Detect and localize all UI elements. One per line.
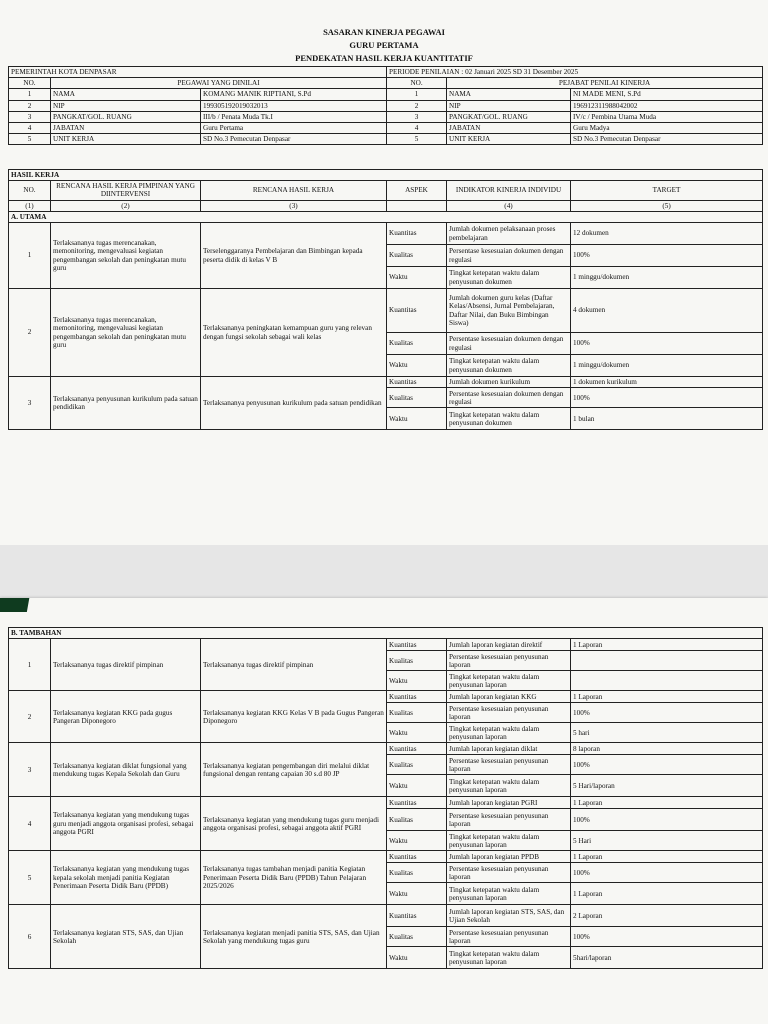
item-no: 4 [9,797,51,851]
indicator: Jumlah laporan kegiatan diklat [447,743,571,755]
aspect: Waktu [387,775,447,797]
work-plan: Terlaksananya tugas direktif pimpinan [201,639,387,691]
assessor-field-value: SD No.3 Pemecutan Denpasar [571,134,763,145]
target: 1 minggu/dokumen [571,355,763,377]
kpi-row [9,851,763,863]
indicator: Tingkat ketepatan waktu dalam penyusunan dokumen [447,355,571,377]
aspect: Kuantitas [387,691,447,703]
target: 1 Laporan [571,639,763,651]
indicator: Jumlah dokumen guru kelas (Daftar Kelas/Absensi, Jurnal Pembelajaran, Daftar Nilai, dan Buku Bimbingan Siswa) [447,289,571,333]
leader-plan: Terlaksananya tugas merencanakan, memonitoring, mengevaluasi kegiatan pengembangan sekolah dan peningkatan mutu guru [51,223,201,289]
section-title: HASIL KERJA [9,170,763,181]
indicator: Persentase kesesuaian penyusunan laporan [447,809,571,831]
col-number: (4) [447,200,571,211]
assessee-no: 4 [9,123,51,134]
target: 1 Laporan [571,797,763,809]
aspect: Waktu [387,267,447,289]
leader-plan: Terlaksananya tugas merencanakan, memonitoring, mengevaluasi kegiatan pengembangan sekolah dan peningkatan mutu guru [51,289,201,377]
target: 1 bulan [571,408,763,430]
aspect: Waktu [387,408,447,430]
assessor-no: 5 [387,134,447,145]
item-no: 2 [9,289,51,377]
indicator: Jumlah dokumen pelaksanaan proses pembelajaran [447,223,571,245]
doc-approach: PENDEKATAN HASIL KERJA KUANTITATIF [295,53,473,63]
assessor-field-label: NAMA [447,89,571,100]
utama-rows [9,223,763,430]
assessee-no: 5 [9,134,51,145]
work-plan: Terlaksananya kegiatan yang mendukung tugas guru menjadi anggota organisasi profesi, sebagai anggota aktif PGRI [201,797,387,851]
col-header: NO. [9,181,51,200]
kpi-row [9,223,763,245]
identity-row [9,123,763,134]
aspect: Kualitas [387,703,447,723]
assessee-field-label: NAMA [51,89,201,100]
aspect: Kualitas [387,333,447,355]
item-no: 1 [9,639,51,691]
col-number [387,200,447,211]
assessor-no: 4 [387,123,447,134]
assessor-field-label: JABATAN [447,123,571,134]
item-no: 6 [9,905,51,969]
target: 100% [571,755,763,775]
indicator: Tingkat ketepatan waktu dalam penyusunan dokumen [447,267,571,289]
target: 5 Hari [571,831,763,851]
assessee-field-value: Guru Pertama [201,123,387,134]
target: 1 Laporan [571,883,763,905]
work-plan: Terlaksananya kegiatan KKG Kelas V B pada Gugus Pangeran Diponegoro [201,691,387,743]
indicator: Persentase kesesuaian penyusunan laporan [447,651,571,671]
aspect: Waktu [387,831,447,851]
aspect: Kuantitas [387,905,447,927]
col-header: INDIKATOR KINERJA INDIVIDU [447,181,571,200]
aspect: Kualitas [387,927,447,947]
leader-plan: Terlaksananya kegiatan yang mendukung tugas guru menjadi anggota organisasi profesi, sebagai anggota PGRI [51,797,201,851]
target: 100% [571,388,763,408]
work-plan: Terlaksananya kegiatan pengembangan diri melalui diklat fungsional dengan rentang capaian 30 s.d 80 JP [201,743,387,797]
kpi-row [9,377,763,388]
indicator: Jumlah laporan kegiatan PGRI [447,797,571,809]
assessee-no: 2 [9,100,51,111]
indicator: Tingkat ketepatan waktu dalam penyusunan laporan [447,775,571,797]
assessor-field-label: UNIT KERJA [447,134,571,145]
work-plan: Terlaksananya tugas tambahan menjadi panitia Kegiatan Penerimaan Peserta Didik Baru (PPDB) Tahun Pelajaran 2025/2026 [201,851,387,905]
target: 100% [571,703,763,723]
indicator: Tingkat ketepatan waktu dalam penyusunan laporan [447,883,571,905]
aspect: Kualitas [387,245,447,267]
col-no: NO. [9,78,51,89]
indicator: Jumlah laporan kegiatan direktif [447,639,571,651]
aspect: Waktu [387,355,447,377]
target: 1 dokumen kurikulum [571,377,763,388]
target: 8 laporan [571,743,763,755]
assessor-no: 1 [387,89,447,100]
assessor-field-value: Guru Madya [571,123,763,134]
assessor-field-value: 196912311988042002 [571,100,763,111]
target: 5 hari [571,723,763,743]
target: 1 Laporan [571,851,763,863]
target: 100% [571,863,763,883]
col-header: TARGET [571,181,763,200]
target [571,671,763,691]
kpi-row [9,289,763,333]
identity-row [9,134,763,145]
target: 100% [571,245,763,267]
col-header: RENCANA HASIL KERJA PIMPINAN YANG DIINTERVENSI [51,181,201,200]
identity-rows [9,89,763,145]
indicator: Tingkat ketepatan waktu dalam penyusunan laporan [447,831,571,851]
indicator: Jumlah laporan kegiatan STS, SAS, dan Ujian Sekolah [447,905,571,927]
aspect: Kualitas [387,651,447,671]
col-no: NO. [387,78,447,89]
assessee-field-value: KOMANG MANIK RIPTIANI, S.Pd [201,89,387,100]
doc-title: SASARAN KINERJA PEGAWAI [323,27,445,37]
col-number: (1) [9,200,51,211]
assessor-no: 3 [387,111,447,122]
indicator: Tingkat ketepatan waktu dalam penyusunan laporan [447,947,571,969]
target: 100% [571,333,763,355]
aspect: Waktu [387,723,447,743]
assessee-title: PEGAWAI YANG DINILAI [51,78,387,89]
assessee-field-label: UNIT KERJA [51,134,201,145]
identity-row [9,89,763,100]
aspect: Waktu [387,883,447,905]
assessor-title: PEJABAT PENILAI KINERJA [447,78,763,89]
tambahan-rows [9,639,763,969]
section-utama-label: A. UTAMA [9,211,763,222]
indicator: Tingkat ketepatan waktu dalam penyusunan laporan [447,671,571,691]
leader-plan: Terlaksananya kegiatan KKG pada gugus Pangeran Diponegoro [51,691,201,743]
leader-plan: Terlaksananya tugas direktif pimpinan [51,639,201,691]
assessee-field-label: PANGKAT/GOL. RUANG [51,111,201,122]
aspect: Kualitas [387,809,447,831]
col-number: (5) [571,200,763,211]
identity-row [9,111,763,122]
col-header: RENCANA HASIL KERJA [201,181,387,200]
page-gap [0,545,768,598]
assessee-no: 1 [9,89,51,100]
target: 1 minggu/dokumen [571,267,763,289]
aspect: Kualitas [387,863,447,883]
performance-table-tambahan [8,627,763,969]
indicator: Jumlah laporan kegiatan PPDB [447,851,571,863]
indicator: Persentase kesesuaian dokumen dengan regulasi [447,388,571,408]
col-number: (3) [201,200,387,211]
indicator: Persentase kesesuaian penyusunan laporan [447,927,571,947]
work-plan: Terlaksananya penyusunan kurikulum pada satuan pendidikan [201,377,387,430]
section-tambahan-label: B. TAMBAHAN [9,628,763,639]
kpi-row [9,743,763,755]
target [571,651,763,671]
target: 100% [571,927,763,947]
indicator: Jumlah laporan kegiatan KKG [447,691,571,703]
aspect: Kuantitas [387,797,447,809]
target: 5hari/laporan [571,947,763,969]
target: 2 Laporan [571,905,763,927]
indicator: Tingkat ketepatan waktu dalam penyusunan dokumen [447,408,571,430]
target: 4 dokumen [571,289,763,333]
assessor-field-value: IV/c / Pembina Utama Muda [571,111,763,122]
col-number: (2) [51,200,201,211]
performance-table-utama [8,169,763,430]
assessee-field-value: SD No.3 Pemecutan Denpasar [201,134,387,145]
target: 1 Laporan [571,691,763,703]
aspect: Waktu [387,671,447,691]
assessee-field-label: JABATAN [51,123,201,134]
aspect: Kuantitas [387,639,447,651]
assessee-field-label: NIP [51,100,201,111]
identity-table [8,66,763,145]
target: 5 Hari/laporan [571,775,763,797]
aspect: Kuantitas [387,223,447,245]
kpi-row [9,905,763,927]
leader-plan: Terlaksananya penyusunan kurikulum pada satuan pendidikan [51,377,201,430]
aspect: Kuantitas [387,289,447,333]
target: 12 dokumen [571,223,763,245]
indicator: Persentase kesesuaian penyusunan laporan [447,863,571,883]
assessor-no: 2 [387,100,447,111]
aspect: Kuantitas [387,377,447,388]
kpi-row [9,797,763,809]
doc-subtitle: GURU PERTAMA [349,40,419,50]
indicator: Persentase kesesuaian penyusunan laporan [447,703,571,723]
target: 100% [571,809,763,831]
leader-plan: Terlaksananya kegiatan yang mendukung tugas kepala sekolah menjadi panitia Kegiatan Penerimaan Peserta Didik Baru (PPDB) [51,851,201,905]
indicator: Jumlah dokumen kurikulum [447,377,571,388]
aspect: Kuantitas [387,851,447,863]
item-no: 5 [9,851,51,905]
identity-row [9,100,763,111]
assessor-field-label: NIP [447,100,571,111]
leader-plan: Terlaksananya kegiatan diklat fungsional yang mendukung tugas Kepala Sekolah dan Guru [51,743,201,797]
item-no: 2 [9,691,51,743]
binder-corner [0,598,46,612]
col-header: ASPEK [387,181,447,200]
assessor-field-value: NI MADE MENI, S.Pd [571,89,763,100]
assessee-no: 3 [9,111,51,122]
kpi-row [9,691,763,703]
assessee-field-value: 199305192019032013 [201,100,387,111]
work-plan: Terlaksananya peningkatan kemampuan guru yang relevan dengan fungsi sekolah sebagai wali kelas [201,289,387,377]
item-no: 3 [9,743,51,797]
assessor-field-label: PANGKAT/GOL. RUANG [447,111,571,122]
aspect: Waktu [387,947,447,969]
work-plan: Terselenggaranya Pembelajaran dan Bimbingan kepada peserta didik di kelas V B [201,223,387,289]
leader-plan: Terlaksananya kegiatan STS, SAS, dan Ujian Sekolah [51,905,201,969]
indicator: Tingkat ketepatan waktu dalam penyusunan laporan [447,723,571,743]
work-plan: Terlaksananya kegiatan menjadi panitia STS, SAS, dan Ujian Sekolah yang mendukung tugas guru [201,905,387,969]
indicator: Persentase kesesuaian dokumen dengan regulasi [447,245,571,267]
indicator: Persentase kesesuaian penyusunan laporan [447,755,571,775]
kpi-row [9,639,763,651]
aspect: Kualitas [387,388,447,408]
aspect: Kualitas [387,755,447,775]
indicator: Persentase kesesuaian dokumen dengan regulasi [447,333,571,355]
org-name: PEMERINTAH KOTA DENPASAR [9,67,387,78]
assessee-field-value: III/b / Penata Muda Tk.I [201,111,387,122]
item-no: 1 [9,223,51,289]
item-no: 3 [9,377,51,430]
aspect: Kuantitas [387,743,447,755]
assessment-period: PERIODE PENILAIAN : 02 Januari 2025 SD 31 Desember 2025 [387,67,763,78]
